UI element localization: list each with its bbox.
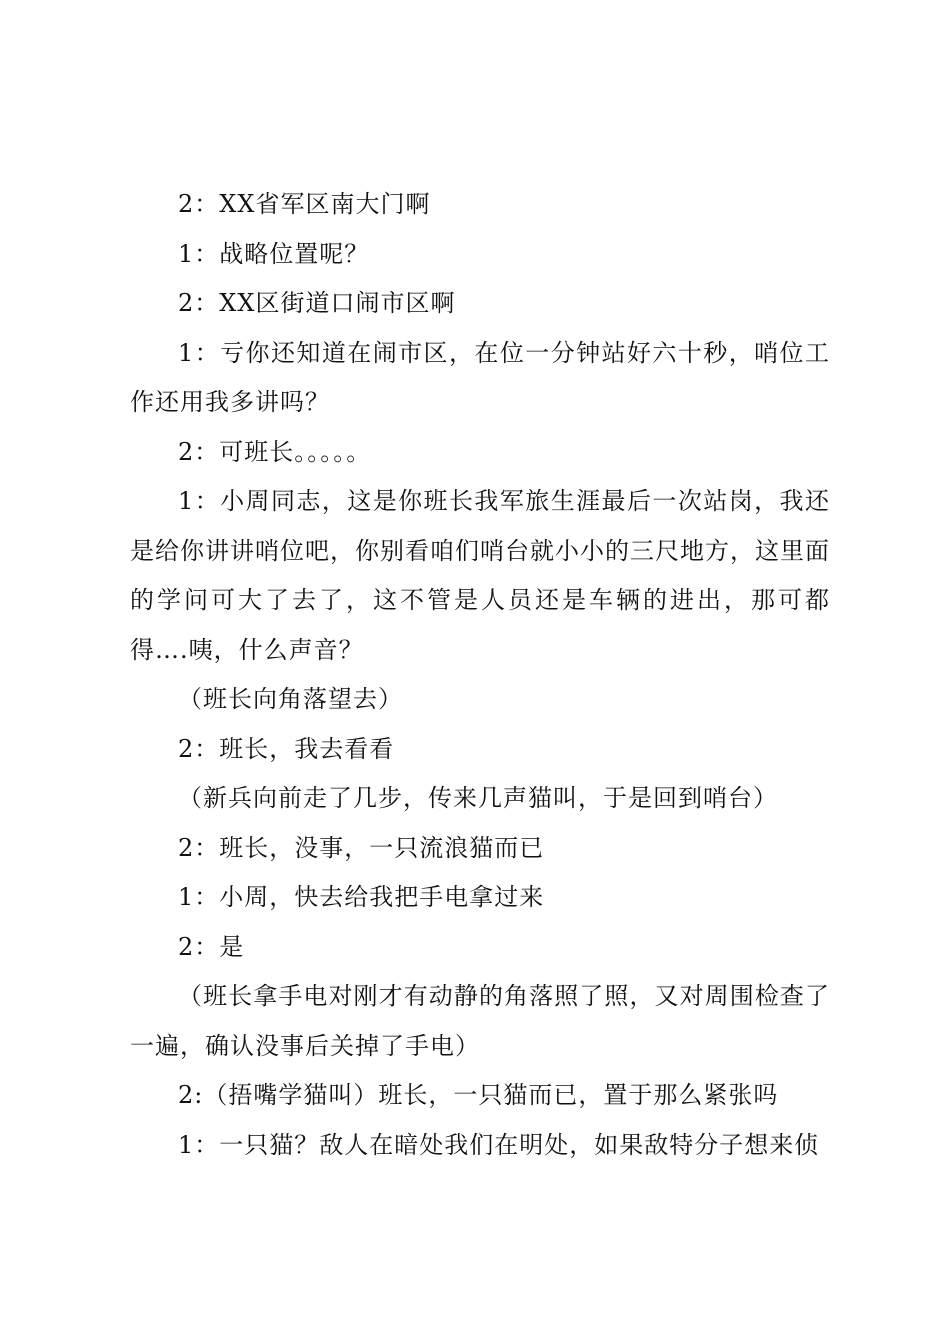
paragraph-10: 2：班长，没事，一只流浪猫而已 [178, 833, 545, 862]
paragraph-8: 2：班长，我去看看 [178, 734, 395, 763]
paragraph-2: 1：战略位置呢？ [178, 239, 370, 268]
paragraph-15: 1：一只猫？敌人在暗处我们在明处，如果敌特分子想来侦 [178, 1130, 820, 1159]
stage-direction-2: （新兵向前走了几步，传来几声猫叫，于是回到哨台） [178, 784, 778, 812]
paragraph-14: 2:（捂嘴学猫叫）班长，一只猫而已，置于那么紧张吗 [178, 1081, 779, 1109]
stage-direction-3: （班长拿手电对刚才有动静的角落照了照，又对周围检查了一遍，确认没事后关掉了手电） [130, 982, 830, 1060]
paragraph-4: 1：亏你还知道在闹市区，在位一分钟站好六十秒，哨位工作还用我多讲吗？ [130, 338, 830, 416]
paragraph-11: 1：小周，快去给我把手电拿过来 [178, 883, 545, 911]
paragraph-3: 2：XX区街道口闹市区啊 [178, 289, 456, 317]
paragraph-1: 2：XX省军区南大门啊 [178, 190, 431, 218]
paragraph-5: 2：可班长。。。。。 [178, 437, 372, 466]
paragraph-6: 1：小周同志，这是你班长我军旅生涯最后一次站岗，我还是给你讲讲哨位吧，你别看咱们哨台就小小的三尺地方，这里面的学问可大了去了，这不管是人员还是车辆的进出，那可都得….咦，什么声音？ [130, 487, 830, 664]
paragraph-12: 2：是 [178, 932, 245, 961]
stage-direction-1: （班长向角落望去） [178, 685, 403, 713]
document-body [130, 180, 830, 1170]
